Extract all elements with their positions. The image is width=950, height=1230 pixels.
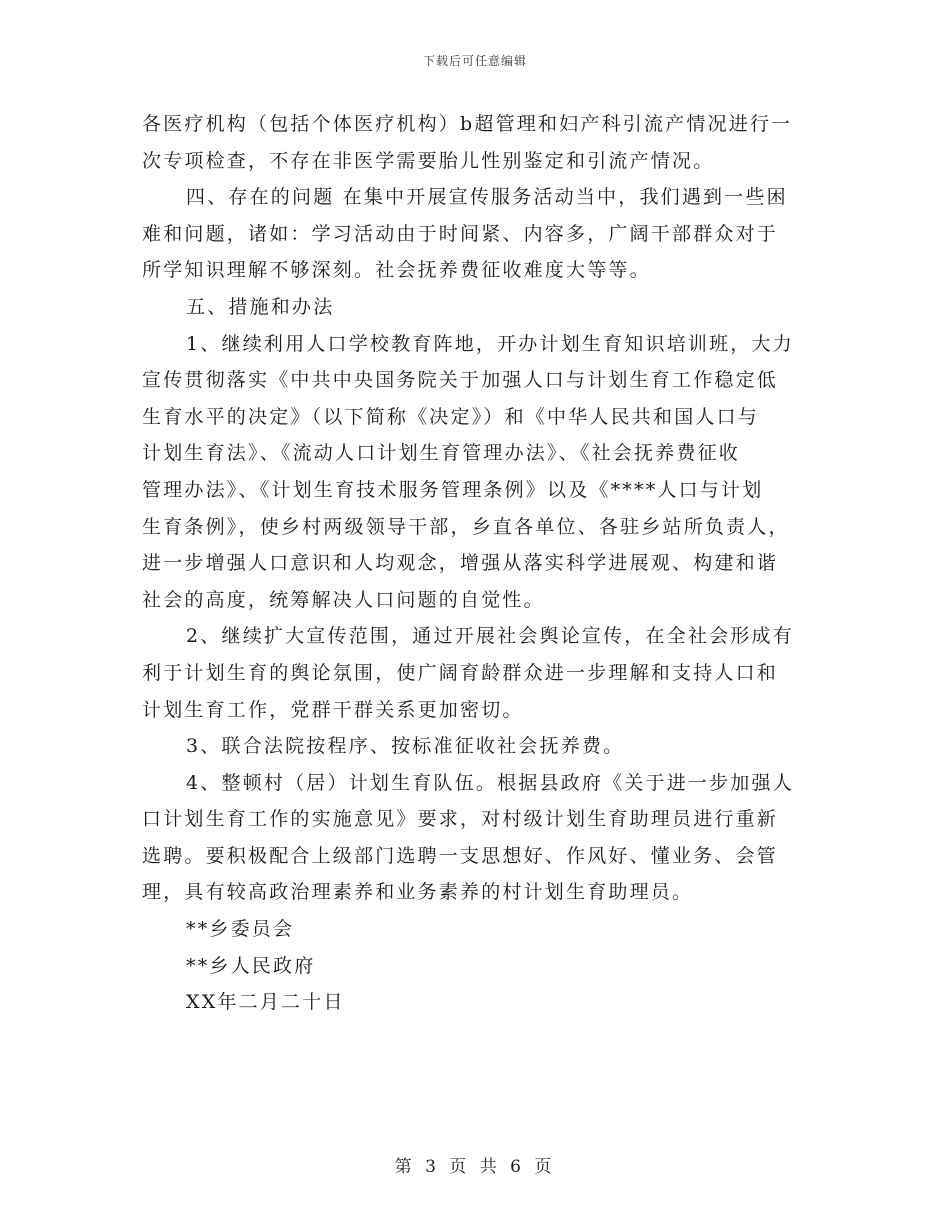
text-line: 利于计划生育的舆论氛围，使广阔育龄群众进一步理解和支持人口和	[142, 661, 779, 684]
text-line: 进一步增强人口意识和人均观念，增强从落实科学进展观、构建和谐	[142, 552, 779, 575]
text-line: 3、联合法院按程序、按标准征收社会抚养费。	[186, 735, 625, 758]
text-line: 管理办法》、《计划生育技术服务管理条例》以及《****人口与计划	[142, 478, 764, 501]
page-footer: 第 3 页 共 6 页	[394, 1157, 556, 1177]
text-line: 1、继续利用人口学校教育阵地，开办计划生育知识培训班，大力	[186, 332, 794, 355]
text-line: 计划生育法》、《流动人口计划生育管理办法》、《社会抚养费征收	[142, 442, 741, 465]
text-line: **乡委员会	[186, 918, 295, 941]
text-line: XX年二月二十日	[186, 991, 345, 1014]
text-line: 次专项检查，不存在非医学需要胎儿性别鉴定和引流产情况。	[142, 149, 715, 172]
text-line: 选聘。要积极配合上级部门选聘一支思想好、作风好、懂业务、会管	[142, 844, 779, 867]
text-line: 四、存在的问题 在集中开展宣传服务活动当中，我们遇到一些困	[186, 186, 788, 209]
text-line: **乡人民政府	[186, 954, 316, 977]
text-line: 4、整顿村（居）计划生育队伍。根据县政府《关于进一步加强人	[186, 771, 794, 794]
text-line: 所学知识理解不够深刻。社会抚养费征收难度大等等。	[142, 259, 651, 282]
text-line: 五、措施和办法	[186, 295, 335, 318]
text-line: 宣传贯彻落实《中共中央国务院关于加强人口与计划生育工作稳定低	[142, 369, 779, 392]
text-line: 社会的高度，统筹解决人口问题的自觉性。	[142, 588, 545, 611]
text-line: 生育条例》，使乡村两级领导干部，乡直各单位、各驻乡站所负责人，	[142, 515, 790, 538]
text-line: 口计划生育工作的实施意见》要求，对村级计划生育助理员进行重新	[142, 808, 779, 831]
text-line: 生育水平的决定》（以下简称《决定》）和《中华人民共和国人口与	[142, 405, 760, 428]
text-line: 2、继续扩大宣传范围，通过开展社会舆论宣传，在全社会形成有	[186, 625, 794, 648]
text-line: 各医疗机构（包括个体医疗机构）b超管理和妇产科引流产情况进行一	[142, 113, 793, 135]
page-header: 下载后可任意编辑	[422, 54, 527, 68]
text-line: 计划生育工作，党群干群关系更加密切。	[142, 698, 524, 721]
text-line: 难和问题，诸如：学习活动由于时间紧、内容多，广阔干部群众对于	[142, 222, 779, 245]
text-line: 理，具有较高政治理素养和业务素养的村计划生育助理员。	[142, 881, 694, 904]
document-body	[142, 106, 810, 1021]
